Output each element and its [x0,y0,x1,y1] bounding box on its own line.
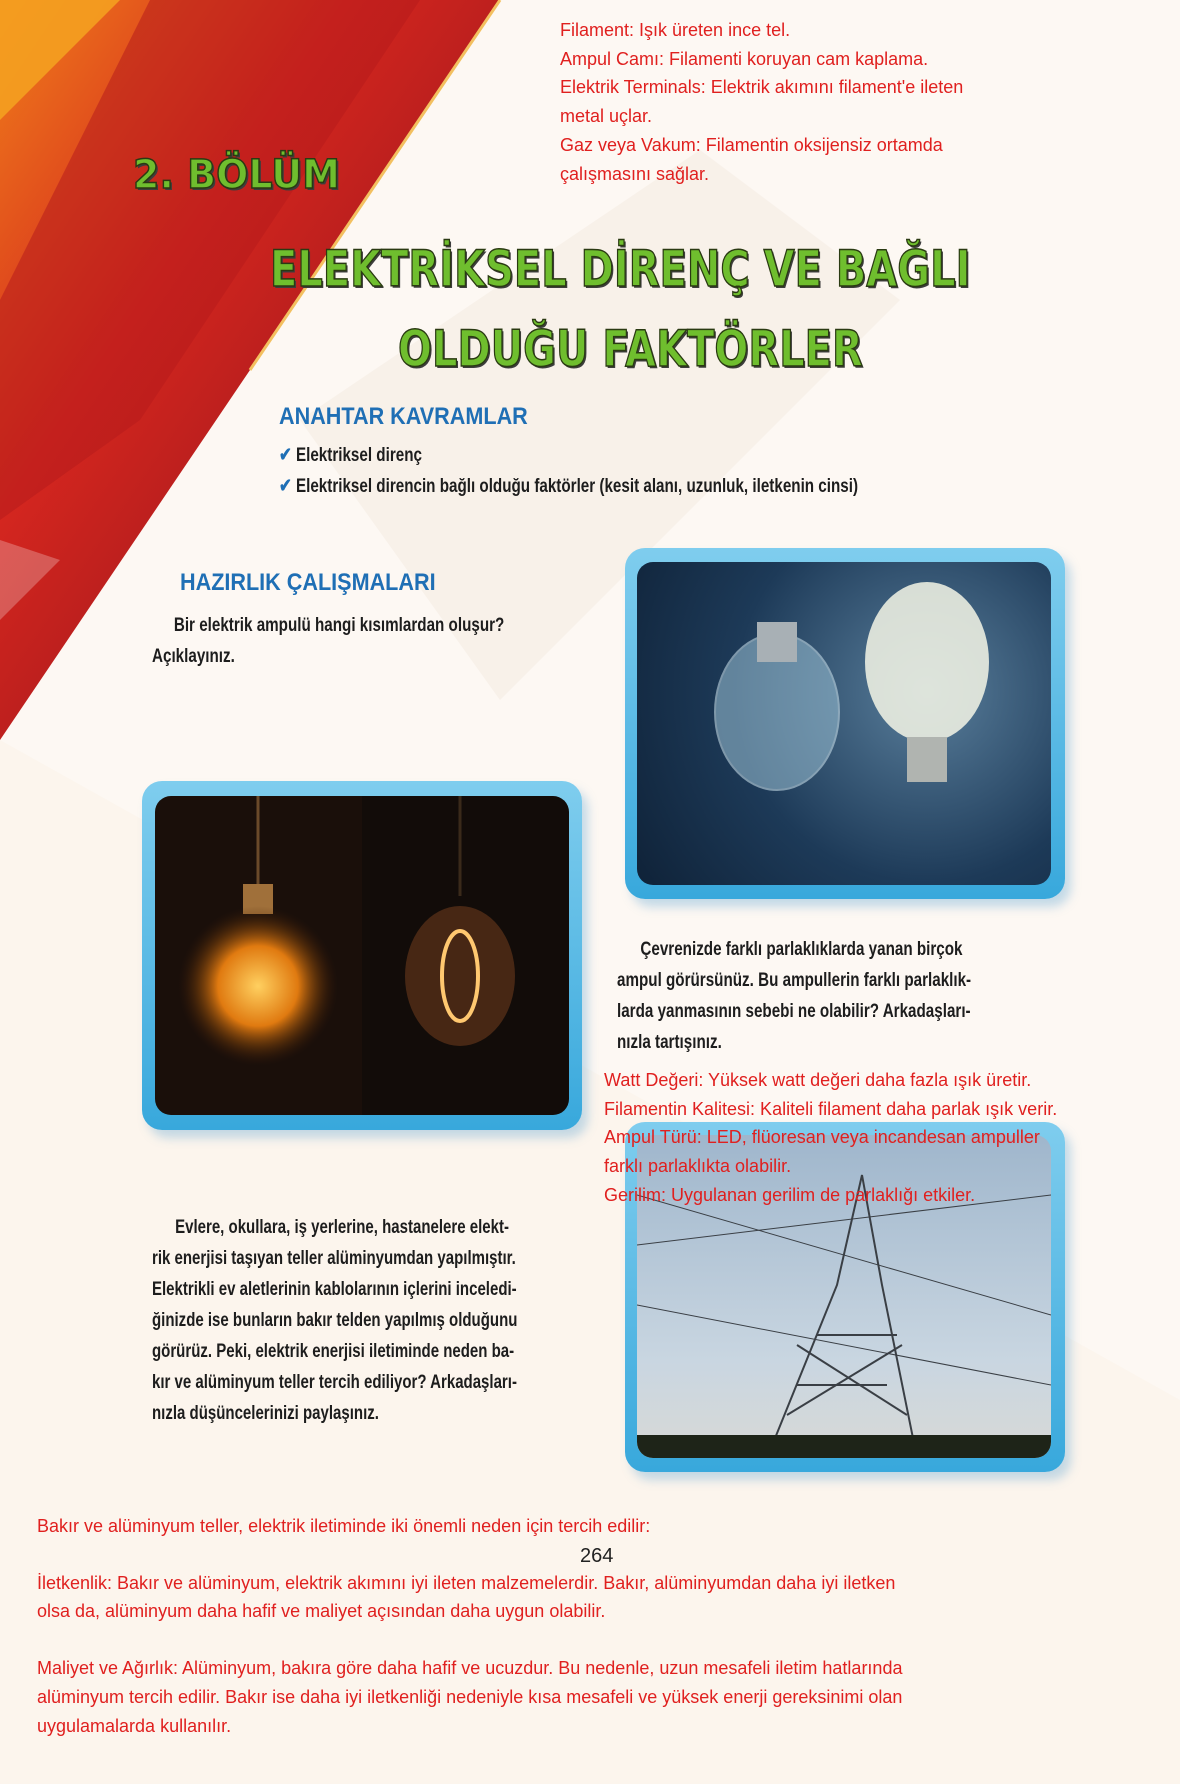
key-concepts-list [279,440,858,502]
key-concepts-heading: ANAHTAR KAVRAMLAR [279,403,528,430]
paragraph-line: rik enerjisi taşıyan teller alüminyumdan yapılmıştır. [152,1247,516,1269]
brightness-paragraph [617,934,971,1058]
check-icon: ✔ [279,444,292,466]
preparation-question [152,610,504,672]
note-line: Ampul Türü: LED, flüoresan veya incandesan ampuller [604,1127,1040,1148]
note-line: alüminyum tercih edilir. Bakır ise daha iyi iletkenliği nedeniyle kısa mesafeli ve yüksek enerji gereksinimi olan [37,1686,903,1707]
concept-text: Elektriksel direncin bağlı olduğu faktörler (kesit alanı, uzunluk, iletkenin cinsi) [295,475,859,497]
annotation-brightness-factors [604,1066,1057,1210]
light-bulb-icon [637,562,1051,885]
note-line: Bakır ve alüminyum teller, elektrik iletiminde iki önemli neden için tercih edilir: [37,1516,651,1536]
question-line: Bir elektrik ampulü hangi kısımlardan oluşur? [173,614,505,636]
list-item [279,440,858,471]
clear-bulbs-image [637,562,1051,885]
paragraph-line: nızla düşüncelerinizi paylaşınız. [152,1402,379,1424]
light-bulb-icon [155,796,569,1115]
paragraph-line: kır ve alüminyum teller tercih ediliyor? Arkadaşları- [152,1371,517,1393]
question-line: Açıklayınız. [152,645,235,667]
preparation-heading: HAZIRLIK ÇALIŞMALARI [180,569,436,596]
note-line: Ampul Camı: Filamenti koruyan cam kaplama. [560,48,929,69]
note-line: Filament: Işık üreten ince tel. [560,20,791,40]
page-title-line-1: ELEKTRİKSEL DİRENÇ VE BAĞLI [270,240,971,298]
note-line: farklı parlaklıkta olabilir. [604,1156,792,1177]
note-line: uygulamalarda kullanılır. [37,1715,232,1736]
wire-paragraph [152,1212,517,1429]
note-line: İletkenlik: Bakır ve alüminyum, elektrik akımını iyi ileten malzemelerdir. Bakır, alüminyumdan daha iyi iletken [37,1572,896,1593]
note-line: Elektrik Terminals: Elektrik akımını filament'e ileten [560,77,964,98]
annotation-wire-reasons [37,1512,902,1740]
page-number: 264 [580,1545,614,1567]
paragraph-line: Evlere, okullara, iş yerlerine, hastanelere elekt- [175,1216,509,1238]
paragraph-line: görürüz. Peki, elektrik enerjisi iletiminde neden ba- [152,1340,515,1362]
note-line: Filamentin Kalitesi: Kaliteli filament daha parlak ışık verir. [604,1098,1058,1119]
note-line: metal uçlar. [560,106,653,127]
paragraph-line: nızla tartışınız. [617,1031,722,1053]
paragraph-line: Çevrenizde farklı parlaklıklarda yanan birçok [640,938,963,960]
note-line: Maliyet ve Ağırlık: Alüminyum, bakıra göre daha hafif ve ucuzdur. Bu nedenle, uzun mesafeli iletim hatlarında [37,1658,903,1679]
note-line: Gaz veya Vakum: Filamentin oksijensiz ortamda [560,134,943,155]
paragraph-line: ampul görürsünüz. Bu ampullerin farklı parlaklık- [617,969,972,991]
annotation-bulb-parts [560,16,963,188]
paragraph-line: larda yanmasının sebebi ne olabilir? Arkadaşları- [617,1000,971,1022]
paragraph-line: Elektrikli ev aletlerinin kablolarının içlerini inceledi- [152,1278,517,1300]
note-line: Gerilim: Uygulanan gerilim de parlaklığı etkiler. [604,1184,976,1205]
chapter-label: 2. BÖLÜM [133,152,340,198]
note-line: Watt Değeri: Yüksek watt değeri daha fazla ışık üretir. [604,1070,1032,1090]
concept-text: Elektriksel direnç [295,444,422,466]
note-line: olsa da, alüminyum daha hafif ve maliyet açısından daha uygun olabilir. [37,1601,606,1622]
paragraph-line: ğinizde ise bunların bakır telden yapılmış olduğunu [152,1309,518,1331]
warm-bulbs-image [155,796,569,1115]
list-item [279,471,858,502]
note-line: çalışmasını sağlar. [560,163,710,184]
page-title-line-2: OLDUĞU FAKTÖRLER [398,320,863,378]
check-icon: ✔ [279,475,292,497]
